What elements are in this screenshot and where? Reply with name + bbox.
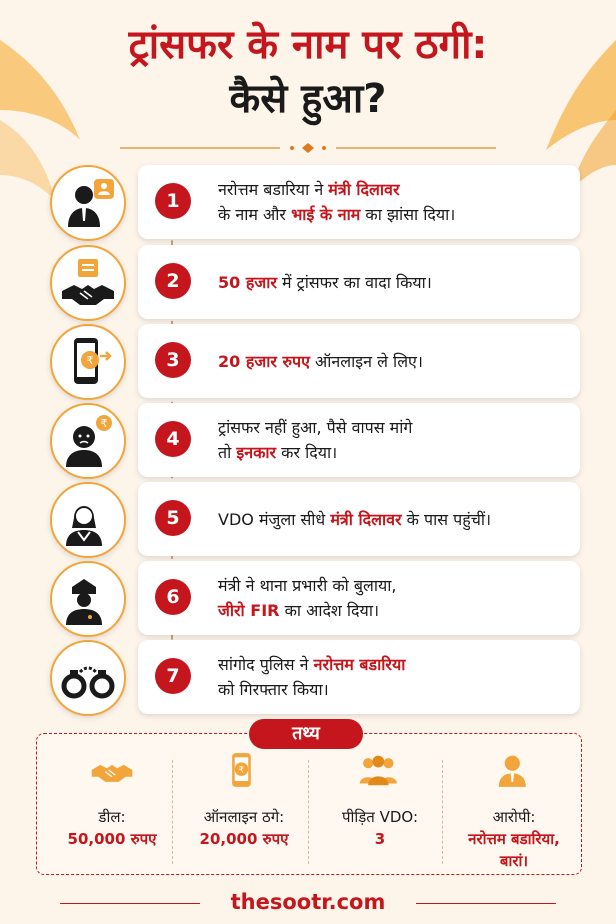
facts-badge: तथ्य <box>249 719 363 749</box>
step-icon-circle <box>50 165 126 241</box>
step-icon-circle <box>50 482 126 558</box>
step-item <box>0 165 616 239</box>
plain-text: कर दिया। <box>276 443 338 462</box>
page-title <box>0 18 616 126</box>
fact-label: ऑनलाइन ठगे: <box>203 808 285 826</box>
step-card <box>138 324 580 398</box>
plain-text: में ट्रांसफर का वादा किया। <box>276 272 432 292</box>
step-card <box>138 245 580 319</box>
step-text <box>218 482 570 556</box>
step-text-line-2 <box>218 677 570 702</box>
step-text-line-1 <box>218 270 570 295</box>
mobile-payment-icon <box>60 334 116 390</box>
step-icon-circle <box>50 403 126 479</box>
svg-text:₹: ₹ <box>100 417 108 430</box>
highlight-text: जीरो FIR <box>218 601 280 620</box>
plain-text: के नाम और <box>218 205 292 224</box>
step-item <box>0 482 616 556</box>
step-text-line-1 <box>218 415 570 440</box>
plain-text: VDO मंजुला सीधे <box>218 509 331 529</box>
step-text <box>218 245 570 319</box>
footer-line-right <box>416 903 556 904</box>
step-text <box>218 324 570 398</box>
fact-value: 50,000 रुपए <box>67 830 157 848</box>
fact-label: आरोपी: <box>492 808 536 826</box>
step-text-line-1 <box>218 652 570 677</box>
step-card <box>138 640 580 714</box>
fact-separator <box>442 760 443 864</box>
title-divider <box>120 142 496 154</box>
step-text-line-2 <box>218 598 570 623</box>
plain-text: के पास पहुंचीं। <box>401 509 492 529</box>
plain-text: ट्रांसफर नहीं हुआ, पैसे वापस मांगे <box>218 418 413 437</box>
highlight-text: 50 हजार <box>218 272 277 292</box>
plain-text: का झांसा दिया। <box>360 205 456 224</box>
step-number-badge: 7 <box>155 658 191 694</box>
group-people-icon <box>358 748 402 792</box>
plain-text: को गिरफ्तार किया। <box>218 680 329 699</box>
fact-item <box>446 748 582 872</box>
fact-value: नरोत्तम बडारिया, <box>468 830 560 848</box>
step-card <box>138 561 580 635</box>
step-item <box>0 403 616 477</box>
step-number-badge: 6 <box>155 579 191 615</box>
fact-item <box>176 748 312 872</box>
fact-value: 3 <box>374 830 386 848</box>
step-card <box>138 482 580 556</box>
step-text-line-2 <box>218 440 570 465</box>
step-item <box>0 561 616 635</box>
woman-officer-icon <box>60 492 116 548</box>
step-card <box>138 165 580 239</box>
handshake-icon <box>90 748 134 792</box>
step-text <box>218 403 570 477</box>
step-item <box>0 245 616 319</box>
step-card <box>138 403 580 477</box>
step-icon-circle <box>50 561 126 637</box>
plain-text: नरोत्तम बडारिया ने <box>218 180 329 199</box>
step-icon-circle <box>50 245 126 321</box>
step-text <box>218 561 570 635</box>
step-text <box>218 640 570 714</box>
step-number-badge: 4 <box>155 421 191 457</box>
fact-separator <box>172 760 173 864</box>
fact-item <box>44 748 180 872</box>
step-text-line-1 <box>218 507 570 532</box>
fact-label: पीड़ित VDO: <box>341 808 419 826</box>
plain-text: मंत्री ने थाना प्रभारी को बुलाया, <box>218 576 397 595</box>
fact-label: डील: <box>98 808 126 826</box>
handshake-document-icon <box>60 255 116 311</box>
highlight-text: इनकार <box>236 443 277 462</box>
mobile-rupee-icon <box>222 748 266 792</box>
step-number-badge: 3 <box>155 342 191 378</box>
highlight-text: 20 हजार रुपए <box>218 351 310 371</box>
businessman-user-icon <box>60 175 116 231</box>
step-text <box>218 165 570 239</box>
fact-value: 20,000 रुपए <box>199 830 289 848</box>
plain-text: ऑनलाइन ले लिए। <box>309 351 423 371</box>
step-number-badge: 5 <box>155 500 191 536</box>
highlight-text: मंत्री दिलावर <box>330 509 402 529</box>
step-item <box>0 640 616 714</box>
step-item <box>0 324 616 398</box>
highlight-text: भाई के नाम <box>291 205 361 224</box>
title-line-2: कैसे हुआ? <box>229 76 387 122</box>
worried-man-rupee-icon <box>60 413 116 469</box>
fact-separator <box>308 760 309 864</box>
step-icon-circle <box>50 324 126 400</box>
highlight-text: मंत्री दिलावर <box>328 180 400 199</box>
police-officer-icon <box>60 571 116 627</box>
step-number-badge: 1 <box>155 183 191 219</box>
svg-text:₹: ₹ <box>86 354 94 367</box>
footer-brand: thesootr.com <box>230 890 386 914</box>
accused-person-icon <box>492 748 536 792</box>
step-text-line-2 <box>218 202 570 227</box>
fact-value-line-2: बारां। <box>499 852 529 870</box>
fact-item <box>312 748 448 872</box>
step-text-line-1 <box>218 573 570 598</box>
plain-text: का आदेश दिया। <box>279 601 380 620</box>
step-text-line-1 <box>218 177 570 202</box>
step-icon-circle <box>50 640 126 716</box>
title-line-1: ट्रांसफर के नाम पर ठगी: <box>128 22 488 68</box>
plain-text: तो <box>218 443 237 462</box>
plain-text: सांगोद पुलिस ने <box>218 655 314 674</box>
step-number-badge: 2 <box>155 263 191 299</box>
svg-text:₹: ₹ <box>238 764 245 775</box>
handcuffs-icon <box>60 650 116 706</box>
highlight-text: नरोत्तम बडारिया <box>313 655 406 674</box>
step-text-line-1 <box>218 349 570 374</box>
